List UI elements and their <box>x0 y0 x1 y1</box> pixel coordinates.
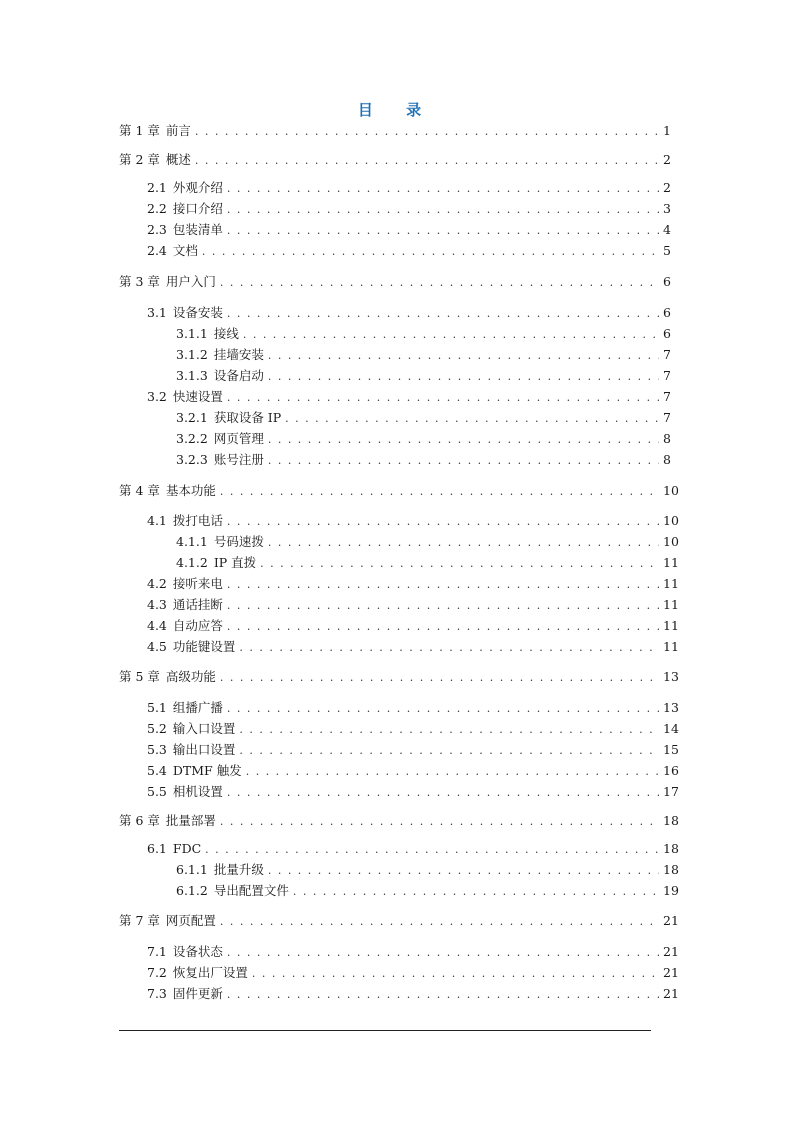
toc-dot-leader <box>268 368 659 386</box>
toc-entry-3-2-1[interactable] <box>176 409 671 427</box>
toc-entry-label: 导出配置文件 <box>213 883 289 898</box>
toc-entry-label: 高级功能 <box>165 669 216 684</box>
toc-entry-page: 6 <box>663 326 671 341</box>
toc-entry-number: 4.4 <box>147 618 167 633</box>
toc-entry-3-2-3[interactable] <box>176 451 671 469</box>
toc-entry-3-1-2[interactable] <box>176 346 671 364</box>
toc-dot-leader <box>239 639 659 657</box>
toc-entry-page: 10 <box>663 483 679 498</box>
toc-entry-label: 网页管理 <box>213 431 264 446</box>
toc-entry-page: 2 <box>663 180 671 195</box>
toc-entry-page: 21 <box>663 944 679 959</box>
toc-entry-label: 设备安装 <box>172 305 223 320</box>
toc-dot-leader <box>252 965 659 983</box>
toc-entry-label: 外观介绍 <box>172 180 223 195</box>
toc-entry-5-1[interactable] <box>147 699 679 717</box>
toc-entry-6-1-1[interactable] <box>176 861 679 879</box>
toc-entry-label: 文档 <box>172 243 198 258</box>
toc-entry-label: 包装清单 <box>172 222 223 237</box>
toc-entry-number: 7.3 <box>147 986 167 1001</box>
toc-entry-6-1-2[interactable] <box>176 882 679 900</box>
toc-entry-page: 7 <box>663 368 671 383</box>
toc-entry-label: 获取设备 IP <box>213 410 282 425</box>
toc-entry-number: 第 3 章 <box>119 274 160 289</box>
toc-dot-leader <box>195 123 659 141</box>
toc-entry-3-2-2[interactable] <box>176 430 671 448</box>
toc-dot-leader <box>227 944 659 962</box>
toc-entry-page: 11 <box>663 618 679 633</box>
toc-entry-page: 19 <box>663 883 679 898</box>
toc-entry-number: 第 6 章 <box>119 813 160 828</box>
toc-dot-leader <box>227 389 659 407</box>
toc-entry-page: 7 <box>663 410 671 425</box>
toc-dot-leader <box>293 883 659 901</box>
toc-entry-label: 挂墙安装 <box>213 347 264 362</box>
toc-entry-label: 相机设置 <box>172 784 223 799</box>
toc-entry-page: 3 <box>663 201 671 216</box>
toc-dot-leader <box>195 152 659 170</box>
toc-entry-4-5[interactable] <box>147 638 679 656</box>
toc-entry-label: 网页配置 <box>165 913 216 928</box>
toc-entry-page: 6 <box>663 274 671 289</box>
toc-entry-number: 7.1 <box>147 944 167 959</box>
toc-entry-page: 21 <box>663 913 679 928</box>
toc-dot-leader <box>227 305 659 323</box>
toc-entry-number: 3.1.3 <box>176 368 208 383</box>
toc-dot-leader <box>227 597 659 615</box>
toc-entry-7-2[interactable] <box>147 964 679 982</box>
toc-entry-第6章[interactable] <box>119 812 679 830</box>
toc-dot-leader <box>227 618 659 636</box>
toc-entry-page: 11 <box>663 555 679 570</box>
toc-dot-leader <box>220 669 659 687</box>
toc-entry-3-1-1[interactable] <box>176 325 671 343</box>
toc-entry-page: 8 <box>663 452 671 467</box>
toc-entry-label: 输出口设置 <box>172 742 236 757</box>
toc-dot-leader <box>268 452 659 470</box>
toc-entry-page: 18 <box>663 813 679 828</box>
toc-entry-number: 2.4 <box>147 243 167 258</box>
toc-entry-page: 15 <box>663 742 679 757</box>
toc-entry-label: 自动应答 <box>172 618 223 633</box>
toc-entry-label: 号码速拨 <box>213 534 264 549</box>
toc-entry-number: 第 1 章 <box>119 123 160 138</box>
toc-entry-number: 5.5 <box>147 784 167 799</box>
toc-entry-4-3[interactable] <box>147 596 679 614</box>
toc-entry-3-1[interactable] <box>147 304 671 322</box>
toc-dot-leader <box>220 483 659 501</box>
toc-entry-3-2[interactable] <box>147 388 671 406</box>
toc-entry-第2章[interactable] <box>119 151 671 169</box>
toc-entry-number: 4.1.2 <box>176 555 208 570</box>
toc-entry-page: 16 <box>663 763 679 778</box>
toc-dot-leader <box>260 555 659 573</box>
toc-dot-leader <box>227 986 659 1004</box>
toc-dot-leader <box>227 700 659 718</box>
toc-entry-label: 恢复出厂设置 <box>172 965 248 980</box>
toc-entry-label: 基本功能 <box>165 483 216 498</box>
toc-dot-leader <box>285 410 659 428</box>
toc-dot-leader <box>243 326 659 344</box>
toc-entry-number: 3.1 <box>147 305 167 320</box>
toc-entry-label: 组播广播 <box>172 700 223 715</box>
toc-entry-page: 10 <box>663 534 679 549</box>
toc-entry-page: 4 <box>663 222 671 237</box>
toc-entry-label: DTMF 触发 <box>172 763 242 778</box>
toc-entry-page: 18 <box>663 841 679 856</box>
toc-entry-number: 2.2 <box>147 201 167 216</box>
toc-entry-label: 批量部署 <box>165 813 216 828</box>
toc-entry-2-3[interactable] <box>147 221 671 239</box>
toc-entry-number: 4.5 <box>147 639 167 654</box>
toc-entry-number: 2.1 <box>147 180 167 195</box>
toc-entry-5-4[interactable] <box>147 762 679 780</box>
toc-entry-number: 4.1 <box>147 513 167 528</box>
toc-entry-page: 2 <box>663 152 671 167</box>
toc-entry-第5章[interactable] <box>119 668 679 686</box>
toc-entry-number: 2.3 <box>147 222 167 237</box>
toc-entry-page: 21 <box>663 965 679 980</box>
toc-dot-leader <box>227 180 659 198</box>
toc-entry-page: 17 <box>663 784 679 799</box>
toc-dot-leader <box>246 763 659 781</box>
toc-dot-leader <box>239 742 659 760</box>
toc-entry-number: 7.2 <box>147 965 167 980</box>
toc-dot-leader <box>227 201 659 219</box>
toc-entry-2-2[interactable] <box>147 200 671 218</box>
toc-entry-3-1-3[interactable] <box>176 367 671 385</box>
toc-entry-label: 设备启动 <box>213 368 264 383</box>
toc-entry-number: 5.4 <box>147 763 167 778</box>
toc-entry-number: 3.2 <box>147 389 167 404</box>
toc-dot-leader <box>202 243 659 261</box>
toc-entry-page: 13 <box>663 669 679 684</box>
toc-entry-number: 3.1.1 <box>176 326 208 341</box>
toc-entry-label: IP 直拨 <box>213 555 257 570</box>
toc-entry-label: 概述 <box>165 152 191 167</box>
toc-entry-label: FDC <box>172 841 202 856</box>
toc-dot-leader <box>205 841 659 859</box>
toc-dot-leader <box>220 274 659 292</box>
toc-entry-page: 5 <box>663 243 671 258</box>
toc-entry-4-2[interactable] <box>147 575 679 593</box>
toc-entry-page: 6 <box>663 305 671 320</box>
toc-dot-leader <box>227 576 659 594</box>
toc-entry-label: 拨打电话 <box>172 513 223 528</box>
toc-entry-label: 前言 <box>165 123 191 138</box>
toc-dot-leader <box>268 347 659 365</box>
toc-dot-leader <box>268 862 659 880</box>
toc-entry-第1章[interactable] <box>119 122 671 140</box>
toc-dot-leader <box>227 784 659 802</box>
toc-entry-4-1-1[interactable] <box>176 533 679 551</box>
toc-entry-label: 用户入门 <box>165 274 216 289</box>
toc-entry-label: 输入口设置 <box>172 721 236 736</box>
page-title: 目 录 <box>357 101 436 119</box>
toc-entry-number: 4.1.1 <box>176 534 208 549</box>
footer-rule <box>119 1030 651 1031</box>
toc-entry-page: 11 <box>663 576 679 591</box>
toc-entry-4-4[interactable] <box>147 617 679 635</box>
toc-entry-label: 接线 <box>213 326 239 341</box>
toc-entry-5-5[interactable] <box>147 783 679 801</box>
toc-entry-第4章[interactable] <box>119 482 679 500</box>
toc-dot-leader <box>227 222 659 240</box>
toc-entry-page: 14 <box>663 721 679 736</box>
toc-entry-number: 5.1 <box>147 700 167 715</box>
toc-entry-page: 21 <box>663 986 679 1001</box>
toc-dot-leader <box>239 721 659 739</box>
toc-entry-2-1[interactable] <box>147 179 671 197</box>
toc-entry-label: 快速设置 <box>172 389 223 404</box>
toc-entry-label: 接口介绍 <box>172 201 223 216</box>
toc-entry-label: 批量升级 <box>213 862 264 877</box>
toc-entry-page: 7 <box>663 347 671 362</box>
toc-entry-page: 11 <box>663 639 679 654</box>
toc-entry-label: 功能键设置 <box>172 639 236 654</box>
toc-dot-leader <box>268 534 659 552</box>
toc-entry-number: 第 5 章 <box>119 669 160 684</box>
toc-entry-page: 8 <box>663 431 671 446</box>
toc-entry-page: 13 <box>663 700 679 715</box>
toc-entry-第3章[interactable] <box>119 273 671 291</box>
toc-entry-4-1[interactable] <box>147 512 679 530</box>
toc-entry-number: 第 7 章 <box>119 913 160 928</box>
toc-entry-number: 4.2 <box>147 576 167 591</box>
toc-entry-page: 18 <box>663 862 679 877</box>
toc-entry-5-3[interactable] <box>147 741 679 759</box>
toc-dot-leader <box>227 513 659 531</box>
toc-dot-leader <box>268 431 659 449</box>
toc-entry-7-1[interactable] <box>147 943 679 961</box>
toc-entry-label: 接听来电 <box>172 576 223 591</box>
toc-entry-page: 7 <box>663 389 671 404</box>
toc-entry-label: 通话挂断 <box>172 597 223 612</box>
toc-entry-label: 固件更新 <box>172 986 223 1001</box>
toc-entry-number: 第 4 章 <box>119 483 160 498</box>
toc-entry-number: 6.1.2 <box>176 883 208 898</box>
toc-entry-5-2[interactable] <box>147 720 679 738</box>
toc-entry-number: 5.2 <box>147 721 167 736</box>
toc-entry-number: 3.2.2 <box>176 431 208 446</box>
toc-entry-number: 第 2 章 <box>119 152 160 167</box>
toc-entry-number: 3.2.3 <box>176 452 208 467</box>
toc-entry-label: 设备状态 <box>172 944 223 959</box>
toc-dot-leader <box>220 813 659 831</box>
toc-entry-number: 5.3 <box>147 742 167 757</box>
toc-entry-number: 3.2.1 <box>176 410 208 425</box>
toc-entry-page: 10 <box>663 513 679 528</box>
toc-entry-number: 6.1.1 <box>176 862 208 877</box>
toc-entry-page: 11 <box>663 597 679 612</box>
toc-entry-第7章[interactable] <box>119 912 679 930</box>
toc-entry-6-1[interactable] <box>147 840 679 858</box>
toc-entry-page: 1 <box>663 123 671 138</box>
toc-entry-4-1-2[interactable] <box>176 554 679 572</box>
toc-entry-2-4[interactable] <box>147 242 671 260</box>
toc-entry-label: 账号注册 <box>213 452 264 467</box>
toc-entry-7-3[interactable] <box>147 985 679 1003</box>
toc-entry-number: 3.1.2 <box>176 347 208 362</box>
toc-dot-leader <box>220 913 659 931</box>
toc-entry-number: 6.1 <box>147 841 167 856</box>
toc-entry-number: 4.3 <box>147 597 167 612</box>
